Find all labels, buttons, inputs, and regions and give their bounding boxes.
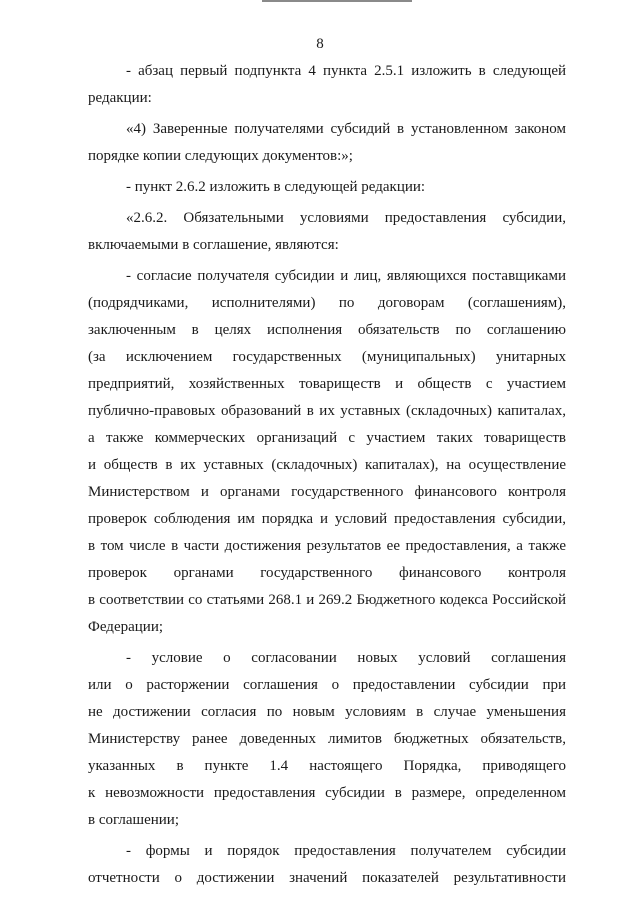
paragraph-2-6-2-heading [88,205,566,259]
text-line: - формы и порядок предоставления получателем субсидии [126,843,566,859]
text-line: «2.6.2. Обязательными условиями предоставления субсидии, [126,210,566,226]
text-line: в том числе в части достижения результатов ее предоставления, а также [88,538,566,554]
paragraph-termination-condition [88,645,566,834]
paragraph-consent-condition [88,263,566,641]
text-line: к невозможности предоставления субсидии в размере, определенном [88,785,566,801]
text-line: или о расторжении соглашения о предоставлении субсидии при [88,677,566,693]
text-line: включаемыми в соглашение, являются: [88,237,339,253]
text-line: - абзац первый подпункта 4 пункта 2.5.1 изложить в следующей [126,63,566,79]
text-line: Министерству ранее доведенных лимитов бюджетных обязательств, [88,731,566,747]
text-line: в соответствии со статьями 268.1 и 269.2 Бюджетного кодекса Российской [88,592,566,608]
text-line: (подрядчиками, исполнителями) по договорам (соглашениям), [88,295,566,311]
paragraph-amend-2-6-2 [88,174,566,201]
text-line: указанных в пункте 1.4 настоящего Порядка, приводящего [88,758,566,774]
text-line: редакции: [88,90,152,106]
text-line: отчетности о достижении значений показателей результативности [88,870,566,886]
text-line: - согласие получателя субсидии и лиц, являющихся поставщиками [126,268,566,284]
text-line: в соглашении; [88,812,179,828]
page-number: 8 [316,36,324,52]
text-line: «4) Заверенные получателями субсидий в установленном законом [126,121,566,137]
text-line: (за исключением государственных (муниципальных) унитарных [88,349,566,365]
paragraph-amend-2-5-1 [88,58,566,112]
text-line: проверок органами государственного финансового контроля [88,565,566,581]
text-line: предприятий, хозяйственных товариществ и обществ с участием [88,376,566,392]
top-edge-rule [262,0,412,2]
text-line: Министерством и органами государственного финансового контроля [88,484,566,500]
text-line: проверок соблюдения им порядка и условий предоставления субсидии, [88,511,566,527]
paragraph-reporting-forms [88,838,566,892]
text-line: публично-правовых образований в их уставных (складочных) капиталах, [88,403,566,419]
text-line: порядке копии следующих документов:»; [88,148,353,164]
text-line: - условие о согласовании новых условий соглашения [126,650,566,666]
paragraph-quoted-4 [88,116,566,170]
text-line: не достижении согласия по новым условиям в случае уменьшения [88,704,566,720]
text-line: и обществ в их уставных (складочных) капиталах), на осуществление [88,457,566,473]
text-line: - пункт 2.6.2 изложить в следующей редакции: [126,179,426,195]
text-line: а также коммерческих организаций с участием таких товариществ [88,430,566,446]
document-body [88,58,566,896]
text-line: заключенным в целях исполнения обязательств по соглашению [88,322,566,338]
text-line: Федерации; [88,619,164,635]
